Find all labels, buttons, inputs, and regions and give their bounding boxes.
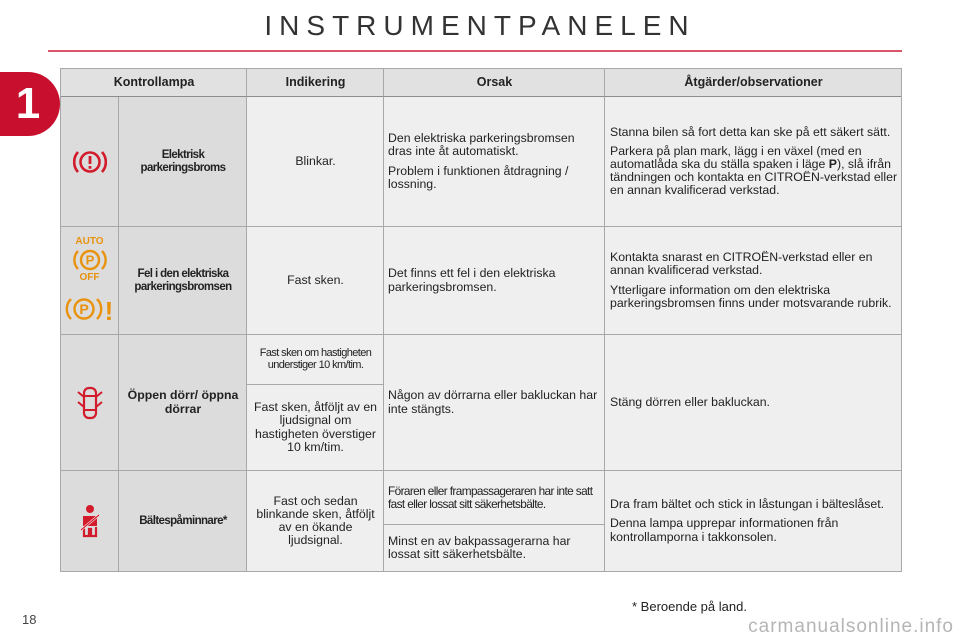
row4-cause-front bbox=[384, 471, 605, 525]
row1-cause-text-2: Problem i funktionen åtdragning / lossning. bbox=[388, 163, 569, 191]
row3-action bbox=[605, 335, 901, 471]
parking-brake-fault-icon bbox=[64, 294, 116, 324]
header-orsak: Orsak bbox=[384, 69, 605, 97]
row1-action-text-1: Stanna bilen så fort detta kan ske på ett säkert sätt. bbox=[610, 124, 891, 139]
title-rule bbox=[48, 50, 902, 52]
header-indikering: Indikering bbox=[247, 69, 384, 97]
auto-parking-off-icon: AUTO P OFF bbox=[70, 237, 110, 283]
row2-indication: Fast sken. bbox=[247, 227, 384, 335]
parking-circle-icon bbox=[70, 247, 110, 273]
row3-indication-low-speed: Fast sken om hastigheten understiger 10 km/tim. bbox=[247, 335, 384, 385]
row3-icon-cell bbox=[61, 335, 119, 471]
fault-mark: ! bbox=[104, 296, 113, 325]
row1-cause bbox=[384, 97, 605, 227]
row3-cause bbox=[384, 335, 605, 471]
row1-lamp-name: Elektrisk parkeringsbroms bbox=[119, 97, 247, 227]
brake-warning-icon bbox=[73, 148, 107, 176]
row1-icon-cell bbox=[61, 97, 119, 227]
row2-cause-text-1: Det finns ett fel i den elektriska parkeringsbromsen. bbox=[388, 266, 556, 294]
row2-icon-cell bbox=[61, 227, 119, 335]
row4-action bbox=[605, 471, 901, 571]
row3-action-text-1: Stäng dörren eller bakluckan. bbox=[610, 394, 770, 409]
row4-indication: Fast och sedan blinkande sken, åtföljt av en ökande ljudsignal. bbox=[247, 471, 384, 571]
row1-cause-text-1: Den elektriska parkeringsbromsen dras inte åt automatiskt. bbox=[388, 131, 575, 159]
row1-action-text-2: Parkera på plan mark, lägg i en växel (med en automatlåda ska du ställa spaken i läge P), slå ifrån tändningen och kontakta en CITROËN-verkstad eller en annan kvalificerad verkstad. bbox=[610, 143, 898, 198]
seatbelt-icon bbox=[77, 503, 103, 539]
parking-letter-2: P bbox=[78, 301, 89, 318]
footnote: * Beroende på land. bbox=[632, 599, 747, 614]
row3-lamp-name: Öppen dörr/ öppna dörrar bbox=[119, 335, 247, 471]
page-title: INSTRUMENTPANELEN bbox=[264, 10, 696, 41]
row2-cause bbox=[384, 227, 605, 335]
door-open-icon bbox=[75, 383, 105, 423]
row3-indication-high-speed: Fast sken, åtföljt av en ljudsignal om hastigheten överstiger 10 km/tim. bbox=[247, 385, 384, 471]
row1-indication: Blinkar. bbox=[247, 97, 384, 227]
watermark: carmanualsonline.info bbox=[748, 616, 954, 637]
row4-cause-text-1: Föraren eller frampassageraren har inte satt fast eller lossat sitt säkerhetsbälte. bbox=[388, 484, 593, 511]
row2-action bbox=[605, 227, 901, 335]
row4-action-text-1: Dra fram bältet och stick in låstungan i bälteslåset. bbox=[610, 497, 885, 512]
row3-cause-text-1: Någon av dörrarna eller bakluckan har inte stängts. bbox=[388, 388, 598, 416]
row2-lamp-name: Fel i den elektriska parkeringsbromsen bbox=[119, 227, 247, 335]
row1-action bbox=[605, 97, 901, 227]
row2-action-text-2: Ytterligare information om den elektriska parkeringsbromsen finns under motsvarande rubrik. bbox=[610, 282, 892, 310]
header-atgarder: Åtgärder/observationer bbox=[605, 69, 901, 97]
row4-lamp-name: Bältespåminnare* bbox=[119, 471, 247, 571]
chapter-tab: 1 bbox=[0, 72, 60, 136]
warning-lamp-table bbox=[60, 68, 902, 572]
row4-icon-cell bbox=[61, 471, 119, 571]
parking-letter: P bbox=[85, 252, 94, 268]
row4-cause-text-2: Minst en av bakpassagerarna har lossat sitt säkerhetsbälte. bbox=[388, 533, 571, 561]
row2-action-text-1: Kontakta snarast en CITROËN-verkstad eller en annan kvalificerad verkstad. bbox=[610, 250, 873, 278]
row4-action-text-2: Denna lampa upprepar informationen från kontrollamporna i takkonsolen. bbox=[610, 516, 839, 544]
page-number: 18 bbox=[22, 612, 37, 627]
row4-cause-rear bbox=[384, 525, 605, 571]
header-kontrollampa: Kontrollampa bbox=[61, 69, 247, 97]
